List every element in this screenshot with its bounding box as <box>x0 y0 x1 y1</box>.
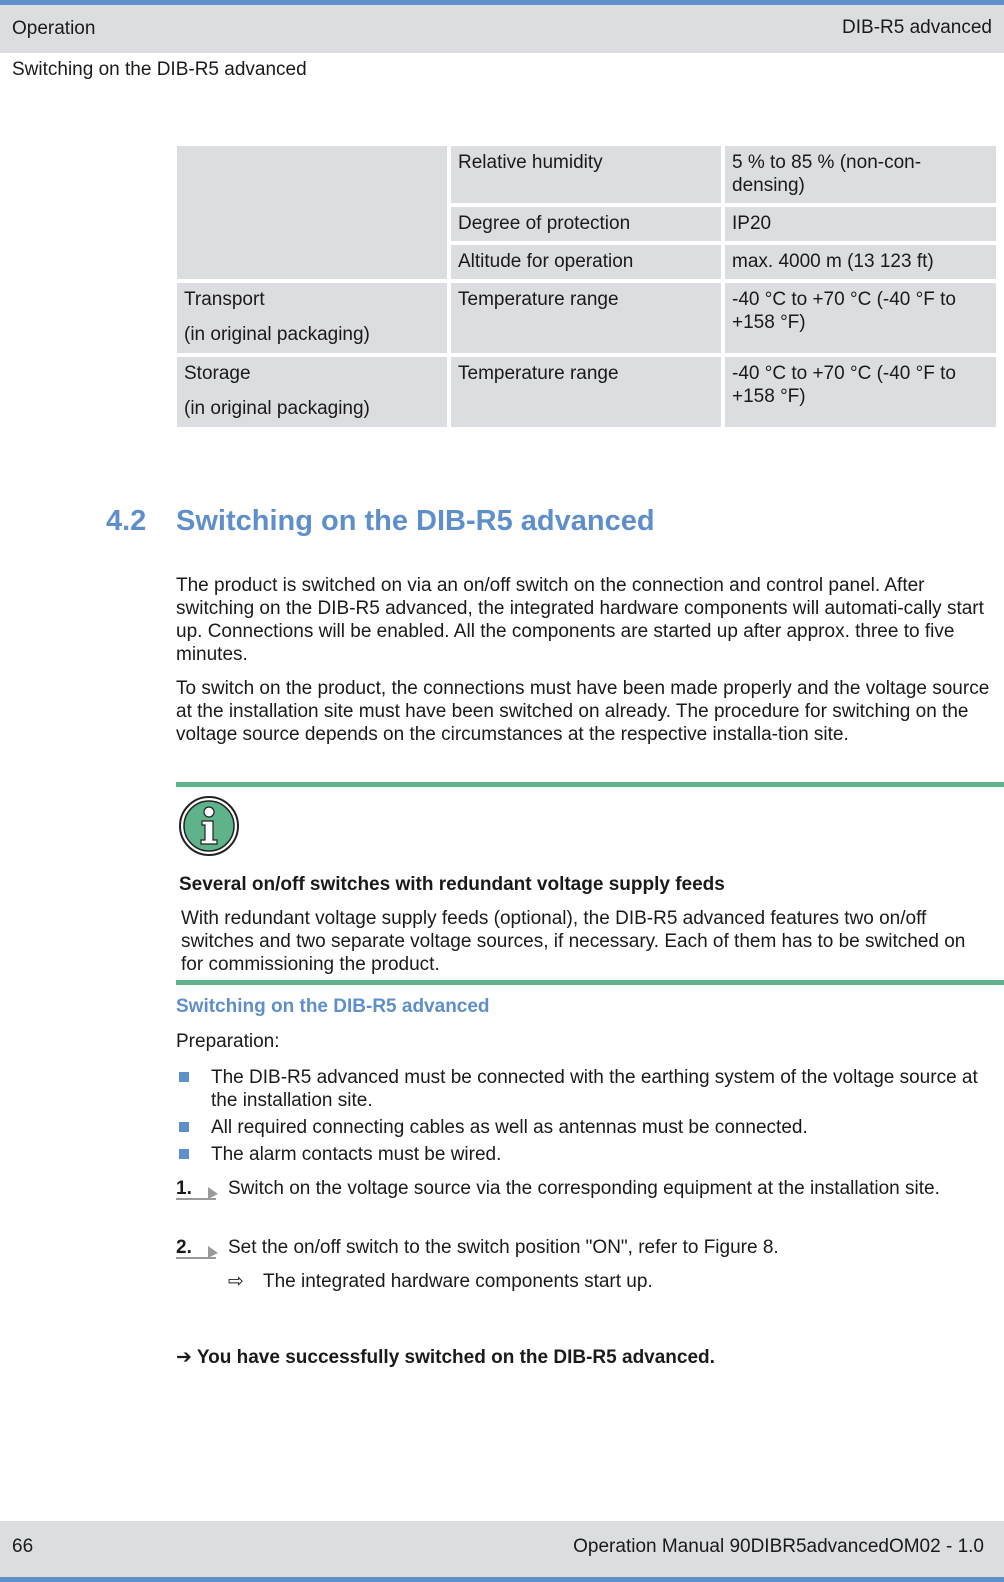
table-cell: IP20 <box>725 207 996 241</box>
table-cell <box>177 357 447 427</box>
step-text: Set the on/off switch to the switch position "ON", refer to Figure 8. <box>228 1237 779 1258</box>
spec-table <box>173 142 1000 431</box>
cell-text: Transport <box>184 289 265 310</box>
procedure-step <box>176 1236 996 1262</box>
header-product: DIB-R5 advanced <box>842 17 992 38</box>
section-title: Switching on the DIB-R5 advanced <box>176 505 655 537</box>
table-cell <box>725 283 996 353</box>
list-item <box>176 1143 996 1166</box>
cell-text: Storage <box>184 363 251 384</box>
section-heading <box>106 503 655 539</box>
page-header <box>0 0 1004 53</box>
bullet-square-icon <box>179 1122 189 1132</box>
result-arrow-icon: ⇨ <box>228 1271 244 1292</box>
table-cell: Degree of protection <box>451 207 721 241</box>
final-result <box>176 1346 715 1369</box>
procedure-heading: Switching on the DIB-R5 advanced <box>176 996 490 1017</box>
cell-subtext: (in original packaging) <box>184 324 370 345</box>
table-cell <box>725 357 996 427</box>
body-paragraph: The product is switched on via an on/off switch on the connection and control panel. After switching on the DIB-R5 advanced, the integrated hardware components will automati-cally start up. Connections will be enabled. All the components are started up after approx. three to five minutes. <box>176 575 984 665</box>
table-cell: Altitude for operation <box>451 245 721 279</box>
list-item <box>176 1116 996 1139</box>
header-subtitle: Switching on the DIB-R5 advanced <box>12 59 307 80</box>
table-cell-empty <box>177 146 447 279</box>
info-note <box>176 782 1004 985</box>
table-row <box>177 357 996 427</box>
table-row <box>177 146 996 203</box>
table-cell: Relative humidity <box>451 146 721 203</box>
cell-text: 5 % to 85 % (non-con- densing) <box>732 152 922 196</box>
cell-subtext: (in original packaging) <box>184 398 370 419</box>
list-item-text: All required connecting cables as well as antennas must be connected. <box>211 1117 808 1138</box>
list-item-text: The alarm contacts must be wired. <box>211 1144 502 1165</box>
result-text: The integrated hardware components start up. <box>263 1271 653 1292</box>
document-id: Operation Manual 90DIBR5advancedOM02 - 1.0 <box>573 1536 984 1557</box>
procedure-step <box>176 1177 996 1227</box>
list-item-text: The DIB-R5 advanced must be connected with the earthing system of the voltage source at the installation site. <box>211 1067 978 1111</box>
cell-text: -40 °C to +70 °C (-40 °F to +158 °F) <box>732 363 956 407</box>
page-footer <box>0 1521 1004 1582</box>
body-paragraph: To switch on the product, the connections must have been made properly and the voltage source at the installation site must have been switched on already. The procedure for switching on the voltage source depends on the circumstances at the respective installa-tion site. <box>176 678 990 745</box>
table-cell <box>177 283 447 353</box>
note-text: With redundant voltage supply feeds (optional), the DIB-R5 advanced features two on/off switches and two separate voltage sources, if necessary. Each of them has to be switched on for commissioning the product. <box>181 908 966 975</box>
section-number: 4.2 <box>106 505 147 537</box>
preparation-label: Preparation: <box>176 1031 280 1052</box>
table-cell: Temperature range <box>451 357 721 427</box>
cell-text: -40 °C to +70 °C (-40 °F to +158 °F) <box>732 289 956 333</box>
bullet-square-icon <box>179 1072 189 1082</box>
table-cell: Temperature range <box>451 283 721 353</box>
note-title: Several on/off switches with redundant voltage supply feeds <box>179 874 725 895</box>
final-text: You have successfully switched on the DIB-R5 advanced. <box>196 1347 715 1368</box>
table-row <box>177 283 996 353</box>
table-cell <box>725 146 996 203</box>
info-icon <box>178 795 240 857</box>
header-chapter: Operation <box>12 18 96 39</box>
bullet-square-icon <box>179 1149 189 1159</box>
list-item <box>176 1066 996 1112</box>
step-number: 2. <box>176 1237 192 1258</box>
step-text: Switch on the voltage source via the corresponding equipment at the installation site. <box>228 1178 940 1199</box>
final-arrow-icon: ➔ <box>176 1347 192 1368</box>
table-cell: max. 4000 m (13 123 ft) <box>725 245 996 279</box>
page-number: 66 <box>12 1536 34 1557</box>
step-number: 1. <box>176 1178 192 1199</box>
step-result <box>228 1270 653 1293</box>
preparation-list <box>176 1066 996 1170</box>
